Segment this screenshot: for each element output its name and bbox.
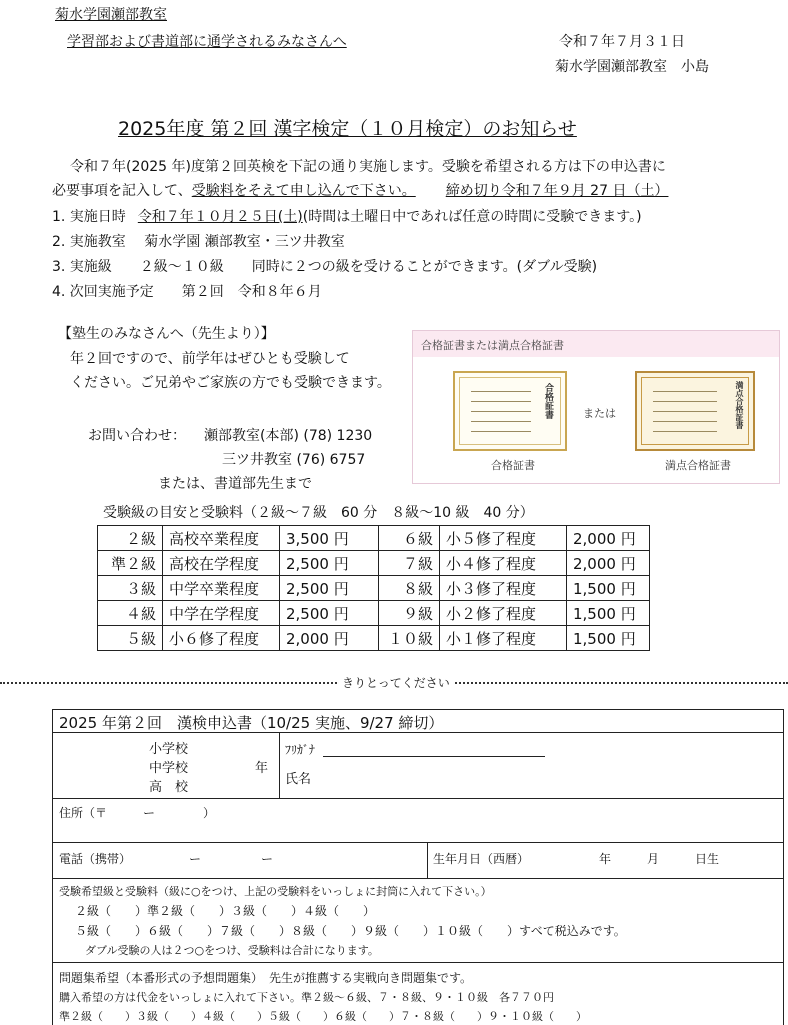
- furigana-field[interactable]: [323, 756, 545, 757]
- form-divider: [53, 962, 783, 963]
- teacher-heading: 【塾生のみなさんへ（先生より）】: [58, 326, 275, 342]
- fee-grade-cell: ７級: [379, 551, 440, 576]
- grades-heading: 受験希望級と受験料（級に○をつけ、上記の受験料をいっしょに封筒に入れて下さい。）: [59, 885, 492, 898]
- problems-choices[interactable]: 準２級（ ）３級（ ）４級（ ）５級（ ）６級（ ）７・８級（ ）９・１０級（ ）: [59, 1010, 587, 1023]
- form-divider: [53, 878, 783, 879]
- fee-table-row: [98, 626, 650, 651]
- item-next: 4. 次回実施予定 第２回 令和８年６月: [52, 284, 322, 300]
- deadline: 締め切り令和７年９月 27 日（土）: [445, 183, 669, 199]
- sender: 菊水学園瀬部教室 小島: [555, 59, 709, 75]
- fee-fee-cell: 2,500 円: [280, 576, 379, 601]
- fee-table-row: [98, 601, 650, 626]
- fee-grade-cell: ３級: [98, 576, 163, 601]
- certificate-left-caption: 合格証書: [491, 459, 535, 472]
- certificate-right-caption: 満点合格証書: [665, 459, 731, 472]
- org-name: 菊水学園瀬部教室: [55, 7, 167, 23]
- fee-fee-cell: 2,000 円: [567, 551, 650, 576]
- application-form: [52, 709, 784, 1025]
- fee-level-cell: 中学在学程度: [163, 601, 280, 626]
- form-divider: [279, 732, 280, 798]
- text-line: [471, 391, 531, 392]
- problems-price: 購入希望の方は代金をいっしょに入れて下さい。準２級～６級、７・８級、９・１０級 各７７０円: [59, 991, 554, 1004]
- fee-table-row: [98, 576, 650, 601]
- fee-grade-cell: ８級: [379, 576, 440, 601]
- fee-grade-cell: ４級: [98, 601, 163, 626]
- address-label[interactable]: 住所（〒 ー ）: [59, 806, 216, 820]
- intro-line-2: [52, 180, 668, 200]
- fee-fee-cell: 2,000 円: [280, 626, 379, 651]
- fee-fee-cell: 1,500 円: [567, 601, 650, 626]
- text-line: [653, 391, 717, 392]
- contact-main: 瀬部教室(本部) (78) 1230: [204, 428, 373, 444]
- text-line: [471, 401, 531, 402]
- issue-date: 令和７年７月３１日: [559, 34, 685, 50]
- fee-level-cell: 小４修了程度: [440, 551, 567, 576]
- intro-text: 必要事項を記入して、: [52, 183, 192, 199]
- fee-level-cell: 小３修了程度: [440, 576, 567, 601]
- fee-grade-cell: ９級: [379, 601, 440, 626]
- school-junior-high[interactable]: 中学校: [149, 761, 189, 776]
- school-high[interactable]: 高 校: [149, 780, 189, 795]
- furigana-label: ﾌﾘｶﾞﾅ: [285, 743, 316, 757]
- grade-suffix: 年: [255, 761, 269, 776]
- form-title: 2025 年第２回 漢検申込書（10/25 実施、9/27 締切）: [59, 714, 444, 732]
- fee-table-row: [98, 526, 650, 551]
- school-elementary[interactable]: 小学校: [149, 742, 189, 757]
- contact-label: お問い合わせ：: [88, 428, 186, 444]
- text-line: [653, 421, 717, 422]
- phone-field[interactable]: ー ー: [189, 852, 274, 866]
- text-line: [471, 421, 531, 422]
- fee-level-cell: 中学卒業程度: [163, 576, 280, 601]
- form-divider: [53, 842, 783, 843]
- fee-fee-cell: 2,500 円: [280, 551, 379, 576]
- contact-branch: 三ツ井教室 (76) 6757: [222, 452, 366, 468]
- text-line: [653, 431, 717, 432]
- fee-grade-cell: ２級: [98, 526, 163, 551]
- form-divider: [53, 798, 783, 799]
- text-line: [471, 411, 531, 412]
- recipients: 学習部および書道部に通学されるみなさんへ: [67, 34, 347, 50]
- text-line: [471, 431, 531, 432]
- grades-note: ダブル受験の人は２つ○をつけ、受験料は合計になります。: [85, 944, 379, 957]
- fee-grade-cell: 準２級: [98, 551, 163, 576]
- fee-level-cell: 高校卒業程度: [163, 526, 280, 551]
- fee-fee-cell: 2,500 円: [280, 601, 379, 626]
- teacher-line-2: ください。ご兄弟やご家族の方でも受験できます。: [70, 375, 391, 391]
- fee-grade-cell: ６級: [379, 526, 440, 551]
- fee-fee-cell: 1,500 円: [567, 576, 650, 601]
- fee-level-cell: 小２修了程度: [440, 601, 567, 626]
- teacher-line-1: 年２回ですので、前学年はぜひとも受験して: [70, 351, 350, 367]
- phone-label: 電話（携帯）: [59, 852, 132, 866]
- item-venue: 2. 実施教室 菊水学園 瀬部教室・三ツ井教室: [52, 234, 345, 250]
- exam-date: 令和７年１０月２５日(土): [137, 209, 303, 225]
- fee-grade-cell: １０級: [379, 626, 440, 651]
- text-line: [653, 401, 717, 402]
- page-title: 2025年度 第２回 漢字検定（１０月検定）のお知らせ: [118, 118, 577, 140]
- fee-fee-cell: 1,500 円: [567, 626, 650, 651]
- fee-level-cell: 小６修了程度: [163, 626, 280, 651]
- contact-alt: または、書道部先生まで: [158, 476, 312, 492]
- fee-level-cell: 小１修了程度: [440, 626, 567, 651]
- fee-level-cell: 小５修了程度: [440, 526, 567, 551]
- fee-table-caption: 受験級の目安と受験料（２級～７級 60 分 ８級～10 級 40 分）: [103, 505, 534, 521]
- grades-choices-2[interactable]: ５級（ ）６級（ ）７級（ ）８級（ ）９級（ ）１０級（ ）すべて税込みです。: [75, 924, 626, 938]
- fee-fee-cell: 2,000 円: [567, 526, 650, 551]
- problems-heading: 問題集希望（本番形式の予想問題集） 先生が推薦する実戦向き問題集です。: [59, 971, 473, 985]
- form-divider: [427, 842, 428, 878]
- certificate-header: 合格証書または満点合格証書: [421, 339, 564, 352]
- certificate-left-title: 合格証書: [543, 383, 553, 419]
- grades-choices-1[interactable]: ２級（ ）準２級（ ）３級（ ）４級（ ）: [75, 904, 376, 918]
- form-divider: [53, 732, 783, 733]
- text-line: [653, 411, 717, 412]
- certificate-image: [412, 330, 780, 484]
- certificate-right-title: 満点合格証書: [735, 381, 744, 429]
- intro-fee-note: 受験料をそえて申し込んで下さい。: [191, 183, 416, 199]
- certificate-right: [635, 371, 755, 451]
- name-label: 氏名: [285, 772, 312, 787]
- fee-fee-cell: 3,500 円: [280, 526, 379, 551]
- item-grades: 3. 実施級 ２級～１０級 同時に２つの級を受けることができます。(ダブル受験): [52, 259, 598, 275]
- item-date-label: 1. 実施日時: [52, 209, 126, 225]
- fee-table: [97, 525, 650, 651]
- fee-grade-cell: ５級: [98, 626, 163, 651]
- cut-label: きりとってください: [338, 674, 454, 691]
- certificate-left: [453, 371, 567, 451]
- item-date: [52, 206, 642, 226]
- intro-line-1: 令和７年(2025 年)度第２回英検を下記の通り実施します。受験を希望される方は下の申込書に: [70, 159, 666, 175]
- fee-table-row: [98, 551, 650, 576]
- certificate-or: または: [583, 407, 616, 420]
- birthday-field[interactable]: 年 月 日生: [599, 852, 720, 866]
- birthday-label: 生年月日（西暦）: [433, 852, 530, 866]
- exam-time-note: (時間は土曜日中であれば任意の時間に受験できます。): [302, 209, 642, 225]
- fee-level-cell: 高校在学程度: [163, 551, 280, 576]
